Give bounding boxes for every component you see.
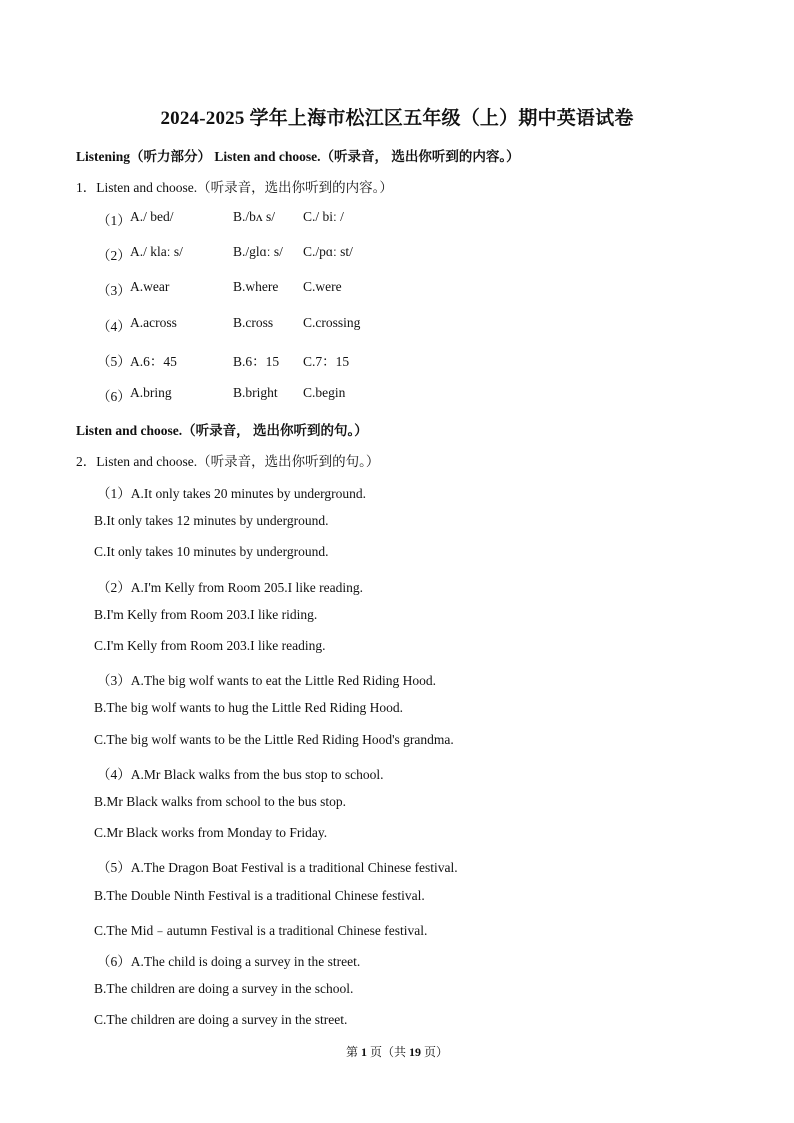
q1-option-b: B.bright	[233, 385, 278, 400]
footer-mid: 页（共	[366, 1045, 409, 1059]
footer-page-number: 1	[360, 1045, 367, 1059]
q1-option-c: C.begin	[303, 385, 346, 400]
q1-option-c: C.were	[303, 279, 342, 295]
q1-item-number: （3）	[97, 283, 131, 299]
q1-option-b: B./bʌ s/	[233, 209, 276, 224]
q2-option-c: C.The children are doing a survey in the street.	[94, 1012, 348, 1028]
q1-item-number: （2）	[97, 248, 131, 264]
q2-option-b: B.The children are doing a survey in the school.	[94, 981, 354, 997]
q2-option-b: B.Mr Black walks from school to the bus stop.	[94, 794, 346, 809]
q1-option-a: A.bring	[130, 385, 172, 400]
q1-option-c: C.crossing	[303, 314, 361, 330]
q2-option-a: （3）A.The big wolf wants to eat the Little Red Riding Hood.	[97, 673, 436, 689]
document-title: 2024-2025 学年上海市松江区五年级（上）期中英语试卷	[160, 108, 634, 129]
question-2-stem: 2．Listen and choose.（听录音，选出你听到的句。）	[76, 454, 380, 469]
q2-option-c: C.Mr Black works from Monday to Friday.	[94, 825, 328, 841]
q2-option-a: （2）A.I'm Kelly from Room 205.I like reading.	[97, 579, 364, 595]
q2-option-c: C.The Mid﹣autumn Festival is a traditional Chinese festival.	[94, 922, 428, 938]
q1-option-b: B./glɑː s/	[233, 244, 283, 260]
section-header-sentences: Listen and choose.（听录音， 选出你听到的句。）	[76, 423, 368, 438]
q2-option-a: （4）A.Mr Black walks from the bus stop to school.	[97, 766, 384, 782]
q1-option-b: B.6：15	[233, 353, 280, 369]
q1-option-a: A.6：45	[130, 353, 177, 369]
q2-option-a: （5）A.The Dragon Boat Festival is a traditional Chinese festival.	[97, 860, 458, 876]
q2-option-c: C.It only takes 10 minutes by underground.	[94, 544, 329, 560]
q1-option-a: A.across	[130, 314, 177, 330]
q1-option-a: A./ klaː s/	[130, 244, 183, 260]
section-header-listening: Listening（听力部分） Listen and choose.（听录音， 选出你听到的内容。）	[76, 149, 520, 164]
q2-option-b: B.It only takes 12 minutes by underground.	[94, 513, 329, 529]
q1-option-b: B.cross	[233, 314, 274, 330]
q1-item-number: （1）	[97, 213, 131, 228]
q2-option-b: B.I'm Kelly from Room 203.I like riding.	[94, 606, 318, 622]
q1-option-c: C./ biː /	[303, 209, 344, 224]
q1-option-c: C.7：15	[303, 353, 350, 369]
q1-option-b: B.where	[233, 279, 279, 295]
q2-option-c: C.I'm Kelly from Room 203.I like reading.	[94, 638, 326, 653]
q1-option-c: C./pɑː st/	[303, 244, 353, 260]
q1-option-a: A./ bed/	[130, 209, 174, 224]
question-1-stem: 1．Listen and choose.（听录音，选出你听到的内容。）	[76, 180, 393, 195]
q2-option-a: （6）A.The child is doing a survey in the street.	[97, 954, 361, 969]
q1-option-a: A.wear	[130, 279, 170, 295]
q2-option-b: B.The big wolf wants to hug the Little Red Riding Hood.	[94, 700, 403, 716]
q2-option-a: （1）A.It only takes 20 minutes by underground.	[97, 486, 366, 501]
footer-total-pages: 19	[409, 1045, 421, 1059]
q1-item-number: （5）	[97, 353, 131, 369]
q2-option-b: B.The Double Ninth Festival is a traditional Chinese festival.	[94, 887, 425, 903]
q1-item-number: （6）	[97, 389, 131, 404]
q2-option-c: C.The big wolf wants to be the Little Red Riding Hood's grandma.	[94, 731, 454, 747]
q1-item-number: （4）	[97, 318, 131, 334]
page-footer	[0, 1043, 794, 1060]
footer-post: 页）	[421, 1045, 449, 1059]
footer-pre: 第	[345, 1045, 361, 1059]
